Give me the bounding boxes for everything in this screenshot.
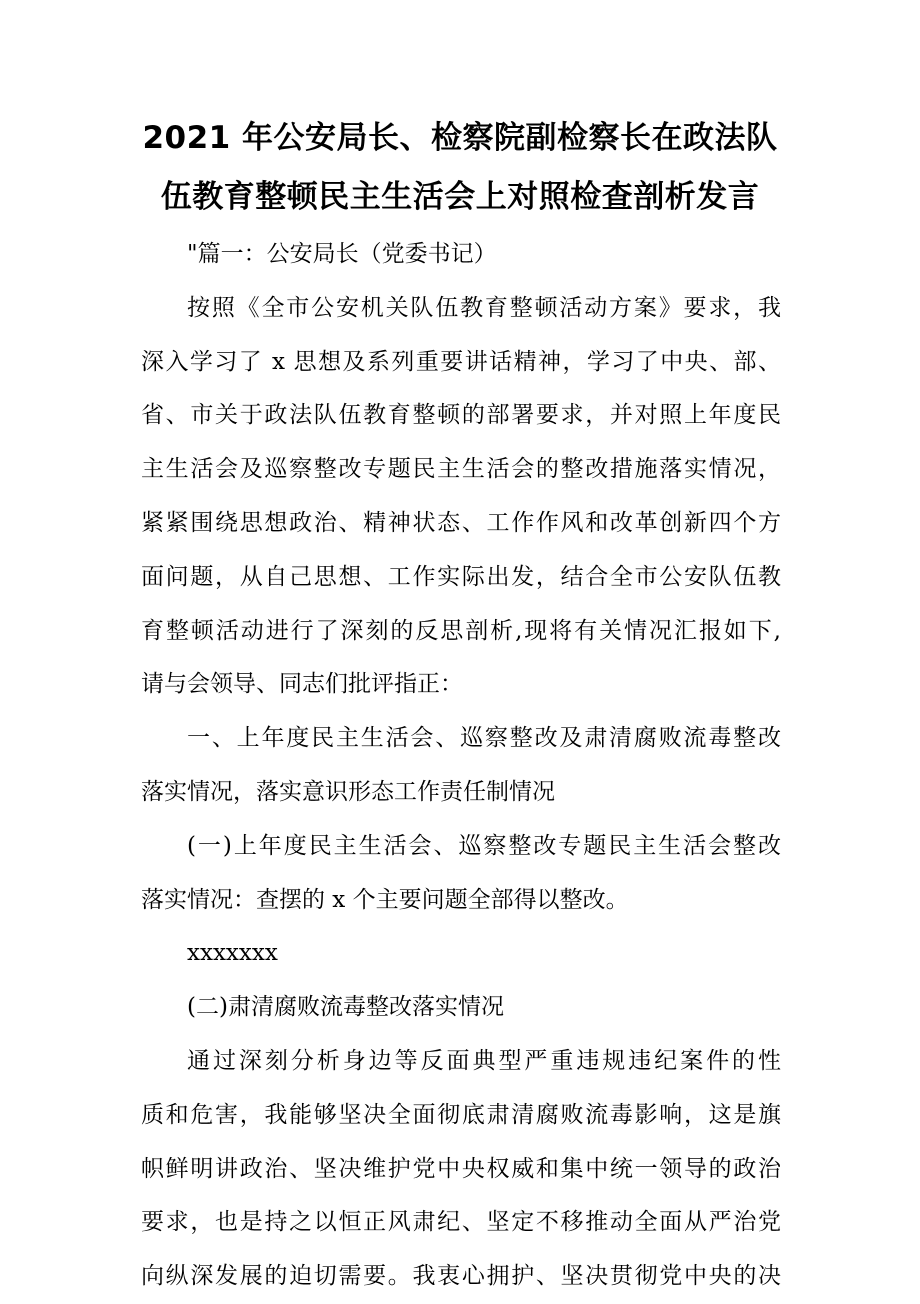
document-body bbox=[141, 228, 781, 1304]
paragraph-line: 帜鲜明讲政治、坚决维护党中央权威和集中统一领导的政治 bbox=[141, 1155, 781, 1182]
paragraph-line: 质和危害，我能够坚决全面彻底肃清腐败流毒影响，这是旗 bbox=[141, 1101, 781, 1128]
paragraph-line: 主生活会及巡察整改专题民主生活会的整改措施落实情况， bbox=[141, 456, 781, 483]
paragraph-line: 省、市关于政法队伍教育整顿的部署要求，并对照上年度民 bbox=[141, 402, 781, 429]
subsection-heading-line: (二)肃清腐败流毒整改落实情况 bbox=[187, 994, 504, 1021]
document-title-line-2: 伍教育整顿民主生活会上对照检查剖析发言 bbox=[160, 179, 760, 215]
subsection-heading-line: (一)上年度民主生活会、巡察整改专题民主生活会整改 bbox=[187, 832, 781, 859]
placeholder-text: xxxxxxx bbox=[187, 940, 278, 967]
document-title-line-1: 2021 年公安局长、检察院副检察长在政法队 bbox=[142, 120, 778, 156]
section-heading-part-one: "篇一：公安局长（党委书记） bbox=[187, 241, 497, 267]
paragraph-line: 向纵深发展的迫切需要。我衷心拥护、坚决贯彻党中央的决 bbox=[141, 1263, 781, 1290]
paragraph-line: 按照《全市公安机关队伍教育整顿活动方案》要求，我 bbox=[187, 294, 781, 321]
paragraph-line: 紧紧围绕思想政治、精神状态、工作作风和改革创新四个方 bbox=[141, 509, 781, 536]
paragraph-line: 要求，也是持之以恒正风肃纪、坚定不移推动全面从严治党 bbox=[141, 1209, 781, 1236]
paragraph-line: 请与会领导、同志们批评指正： bbox=[141, 671, 463, 698]
paragraph-line: 面问题，从自己思想、工作实际出发，结合全市公安队伍教 bbox=[141, 563, 781, 590]
paragraph-line: 落实情况：查摆的 x 个主要问题全部得以整改。 bbox=[141, 886, 629, 913]
paragraph-line: 育整顿活动进行了深刻的反思剖析,现将有关情况汇报如下, bbox=[141, 617, 781, 644]
section-heading-line: 落实情况，落实意识形态工作责任制情况 bbox=[141, 778, 555, 805]
section-heading-line: 一、上年度民主生活会、巡察整改及肃清腐败流毒整改 bbox=[187, 725, 781, 752]
paragraph-line: 通过深刻分析身边等反面典型严重违规违纪案件的性 bbox=[187, 1047, 781, 1074]
paragraph-line: 深入学习了 x 思想及系列重要讲话精神，学习了中央、部、 bbox=[141, 348, 781, 375]
